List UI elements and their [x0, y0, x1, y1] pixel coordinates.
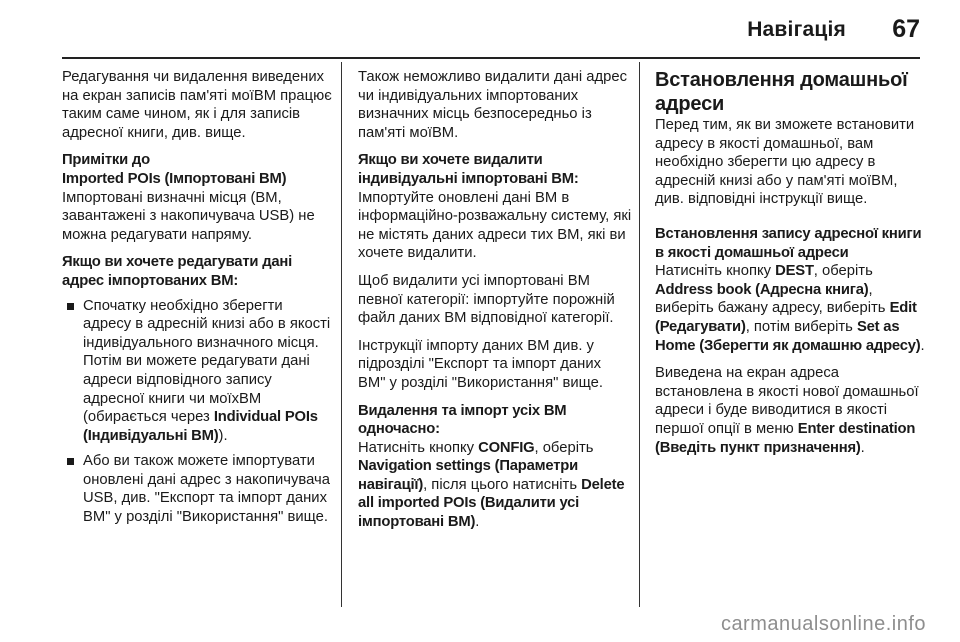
- column-divider-1: [341, 62, 342, 607]
- bullet-icon: [67, 303, 74, 310]
- intro-paragraph: Редагування чи видалення виведених на екран записів пам'яті моїВМ працює таким саме чином, як і для записів адресної книги, див. вище.: [62, 69, 332, 141]
- column-1: [62, 68, 333, 534]
- result-text: Виведена на екран адреса встановлена в якості нової домашньої адреси і буде виводитися в якості першої опції в меню Enter destination (Введіть пункт призначення).: [655, 365, 919, 456]
- delete-all-heading: Видалення та імпорт усіх ВМ одночасно:: [358, 402, 567, 438]
- intro-paragraph: Перед тим, як ви зможете встановити адресу в якості домашньої, вам необхідно зберегти цю адресу в адресній книзі або у пам'яті моїВМ, див. відповідні інструкції вище.: [655, 117, 915, 208]
- column-2: [358, 68, 632, 541]
- set-home-steps: Натисніть кнопку DEST, оберіть Address book (Адресна книга), виберіть бажану адресу, виберіть Edit (Редагувати), потім виберіть Set as Home (Зберегти як домашню адресу).: [655, 263, 925, 354]
- delete-all-category-text: Щоб видалити усі імпортовані ВМ певної категорії: імпортуйте порожній файл даних ВМ відповідної категорії.: [358, 272, 615, 327]
- instruction-list: [62, 297, 333, 527]
- notes-heading: Примітки до Imported POIs (Імпортовані ВМ): [62, 152, 287, 187]
- page-header: [0, 0, 960, 62]
- import-instructions-text: Інструкції імпорту даних ВМ див. у підрозділі "Експорт та імпорт даних ВМ" у розділі "Використання" вище.: [358, 337, 603, 391]
- set-home-heading: Встановлення запису адресної книги в якості домашньої адреси: [655, 225, 922, 261]
- bullet-icon: [67, 458, 74, 465]
- section-heading: Встановлення домашньої адреси: [655, 69, 908, 115]
- delete-text: Імпортуйте оновлені дані ВМ в інформаційно-розважальну систему, які не містять даних адреси тих ВМ, які ви хочете видалити.: [358, 189, 632, 262]
- edit-heading: Якщо ви хочете редагувати дані адрес імпортованих ВМ:: [62, 254, 293, 289]
- list-item: Або ви також можете імпортувати оновлені дані адрес з накопичувача USB, див. "Експорт та імпорт даних ВМ" у розділі "Використання" вище.: [62, 452, 333, 526]
- page-number: 67: [892, 15, 920, 43]
- list-item: Спочатку необхідно зберегти адресу в адресній книзі або в якості індивідуального визначного місця. Потім ви можете редагувати дані адреси відповідного запису адресної книги чи моїхВМ (обирається через Individual POIs (Індивідуальні ВМ)).: [62, 297, 333, 446]
- header-rule: [62, 57, 920, 59]
- watermark: carmanualsonline.info: [720, 613, 926, 635]
- intro-paragraph: Також неможливо видалити дані адрес чи індивідуальних імпортованих визначних місць безпосередньо із пам'яті моїВМ.: [358, 69, 627, 141]
- section-title: Навігація: [747, 18, 846, 41]
- delete-all-steps: Натисніть кнопку CONFIG, оберіть Navigation settings (Параметри навігації), після цього натисніть Delete all imported POIs (Видалити усі імпортовані ВМ).: [358, 439, 625, 531]
- column-3: [655, 68, 930, 466]
- notes-text: Імпортовані визначні місця (ВМ, завантажені з накопичувача USB) не можна редагувати напряму.: [62, 189, 315, 243]
- delete-heading: Якщо ви хочете видалити індивідуальні імпортовані ВМ:: [358, 152, 579, 187]
- column-divider-2: [639, 62, 640, 607]
